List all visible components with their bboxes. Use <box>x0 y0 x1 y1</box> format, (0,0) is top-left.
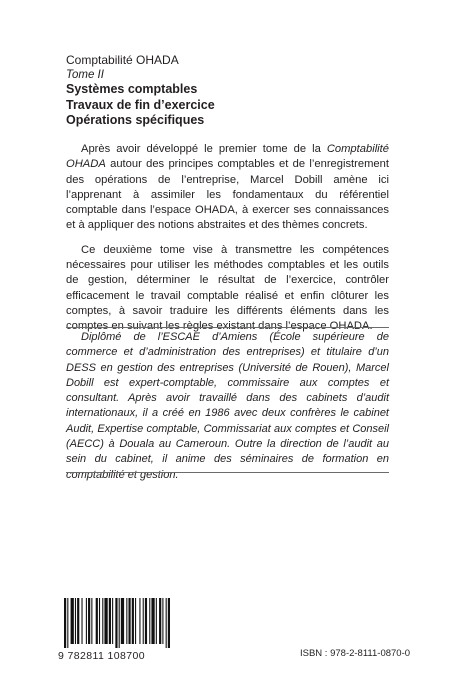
barcode-bar <box>128 598 130 644</box>
barcode-bar <box>104 598 107 644</box>
barcode-bar <box>81 598 82 644</box>
book-header <box>66 53 396 129</box>
barcode-bar <box>119 598 120 648</box>
divider-top <box>66 327 389 328</box>
barcode-bar <box>135 598 136 644</box>
summary-text-run: autour des principes comptables et de l’enregistrement des opérations de l’entreprise, Marcel Dobill amène ici l’apprenant à assimiler les fondamentaux du référentiel comptable dans l’espace OHADA, à exercer ses connaissances et à appliquer des notions abstraites et des thèmes concrets. <box>66 158 389 232</box>
barcode-bar <box>139 598 140 644</box>
barcode-bar <box>143 598 144 644</box>
summary-paragraph: Ce deuxième tome vise à transmettre les compétences nécessaires pour utiliser les méthodes comptables et les outils de gestion, déterminer le résultat de l’exercice, contrôler efficacement le travail comptable réalisé et enfin clôturer les comptes, à savoir traduire les différents éléments dans les comptes en suivant les règles existant dans l’espace OHADA. <box>66 243 389 333</box>
barcode-icon <box>64 598 170 648</box>
author-bio-paragraph: Diplômé de l’ESCAE d’Amiens (École supérieure de commerce et d’administration des entreprises) et titulaire d’un DESS en gestion des entreprises (Université de Rouen), Marcel Dobill est expert-comptable, commissaire aux comptes et consultant. Après avoir travaillé dans des cabinets d’audit internationaux, il a créé en 1986 avec deux confrères le cabinet Audit, Expertise comptable, Commissariat aux comptes et Conseil (AECC) à Douala au Cameroun. Outre la direction de l’audit au sein du cabinet, il anime des séminaires de formation en comptabilité et gestion. <box>66 331 389 481</box>
barcode-bar <box>109 598 111 644</box>
barcode-bar <box>77 598 79 644</box>
subtitle-line: Travaux de fin d’exercice <box>66 97 215 112</box>
book-title-reference: Comptabilité OHADA <box>66 143 389 171</box>
tome-label: Tome II <box>66 69 104 81</box>
summary-paragraph <box>66 142 389 234</box>
barcode-bar <box>112 598 113 644</box>
barcode-bar <box>159 598 161 644</box>
subtitle-line: Opérations spécifiques <box>66 113 205 127</box>
barcode-bar <box>145 598 147 644</box>
barcode-number: 9 782811 108700 <box>58 650 145 662</box>
barcode-bar <box>121 598 124 644</box>
barcode-bar <box>96 598 98 644</box>
summary-text-run: Après avoir développé le premier tome de la <box>81 143 327 155</box>
barcode-bar <box>166 598 167 648</box>
barcode-bar <box>64 598 66 648</box>
barcode-bar <box>149 598 150 644</box>
barcode-bar <box>67 598 68 648</box>
barcode-bar <box>88 598 90 644</box>
barcode-bar <box>102 598 103 644</box>
author-bio <box>66 330 389 483</box>
barcode-block <box>58 598 170 664</box>
barcode-bar <box>71 598 74 644</box>
barcode-bar <box>132 598 134 644</box>
barcode-bar <box>75 598 76 644</box>
series-title: Comptabilité OHADA <box>66 53 179 67</box>
barcode-bar <box>99 598 100 644</box>
summary-text <box>66 142 389 335</box>
barcode-bar <box>156 598 157 644</box>
barcode-bar <box>162 598 163 644</box>
barcode-bar <box>115 598 117 648</box>
divider-bottom <box>66 472 389 473</box>
barcode-bar <box>126 598 127 644</box>
barcode-bar <box>91 598 92 644</box>
barcode-bar <box>151 598 154 644</box>
subtitle-line: Systèmes comptables <box>66 82 198 96</box>
isbn-number: ISBN : 978-2-8111-0870-0 <box>300 648 411 659</box>
barcode-bar <box>86 598 87 644</box>
barcode-bar <box>168 598 170 648</box>
